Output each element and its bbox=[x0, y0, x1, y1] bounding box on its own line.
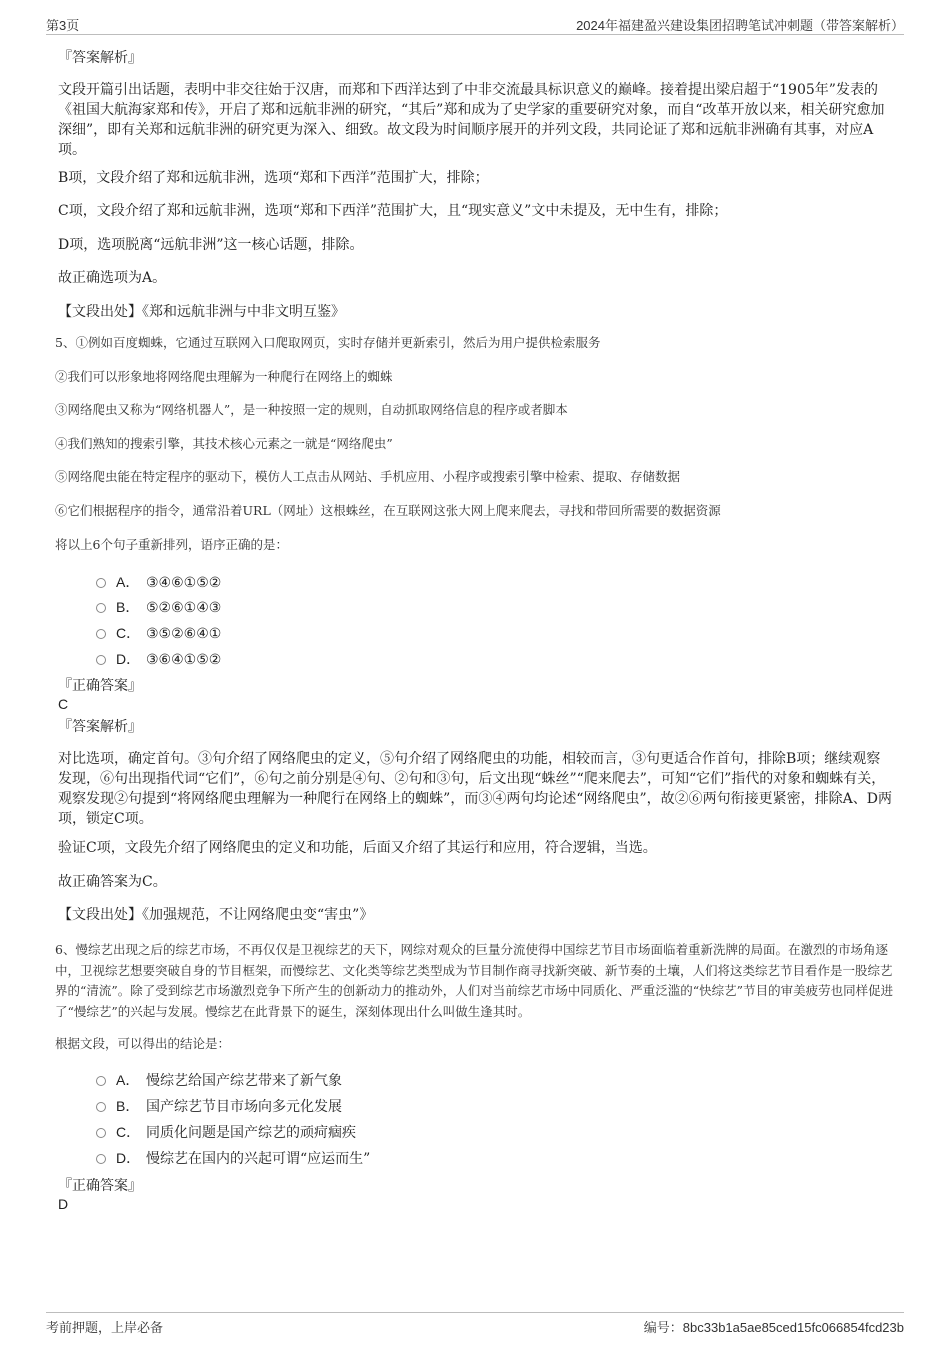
q4-analysis-para-2: B项，文段介绍了郑和远航非洲，选项“郑和下西洋”范围扩大，排除； bbox=[58, 170, 489, 186]
page-number: 第3页 bbox=[46, 18, 80, 33]
q5-sentence-4: ④我们熟知的搜索引擎，其技术核心元素之一就是“网络爬虫” bbox=[55, 436, 393, 451]
q4-analysis-para-4: D项，选项脱离“远航非洲”这一核心话题，排除。 bbox=[58, 237, 364, 253]
q6-option-a[interactable]: A． 慢综艺给国产综艺带来了新气象 bbox=[96, 1071, 342, 1090]
radio-icon[interactable] bbox=[96, 1076, 106, 1086]
q4-source: 【文段出处】《郑和远航非洲与中非文明互鉴》 bbox=[58, 304, 345, 320]
q6-answer-label: 『正确答案』 bbox=[58, 1178, 142, 1194]
page-footer bbox=[46, 1312, 904, 1335]
q5-analysis-label: 『答案解析』 bbox=[58, 719, 142, 735]
radio-icon[interactable] bbox=[96, 655, 106, 665]
q5-conclusion: 故正确答案为C。 bbox=[58, 874, 167, 890]
q5-option-a[interactable]: A． ③④⑥①⑤② bbox=[96, 573, 221, 592]
q4-conclusion: 故正确选项为A。 bbox=[58, 270, 167, 286]
radio-icon[interactable] bbox=[96, 629, 106, 639]
q4-analysis-label: 『答案解析』 bbox=[58, 50, 142, 66]
q6-option-c[interactable]: C． 同质化问题是国产综艺的顽疴痼疾 bbox=[96, 1123, 356, 1142]
document-title: 2024年福建盈兴建设集团招聘笔试冲刺题（带答案解析） bbox=[576, 18, 904, 33]
q5-sentence-3: ③网络爬虫又称为“网络机器人”，是一种按照一定的规则，自动抓取网络信息的程序或者脚本 bbox=[55, 402, 568, 417]
q4-analysis-para-3: C项，文段介绍了郑和远航非洲，选项“郑和下西洋”范围扩大，且“现实意义”文中未提及，无中生有，排除； bbox=[58, 203, 728, 219]
radio-icon[interactable] bbox=[96, 1154, 106, 1164]
q6-prompt: 根据文段，可以得出的结论是： bbox=[55, 1036, 231, 1051]
q5-source: 【文段出处】《加强规范，不让网络爬虫变“害虫”》 bbox=[58, 907, 374, 923]
q5-answer-label: 『正确答案』 bbox=[58, 678, 142, 694]
q5-analysis-para-2: 验证C项，文段先介绍了网络爬虫的定义和功能，后面又介绍了其运行和应用，符合逻辑，当选。 bbox=[58, 840, 657, 856]
q5-sentence-5: ⑤网络爬虫能在特定程序的驱动下，模仿人工点击从网站、手机应用、小程序或搜索引擎中检索、提取、存储数据 bbox=[55, 469, 681, 484]
q6-stem: 6、慢综艺出现之后的综艺市场，不再仅仅是卫视综艺的天下，网综对观众的巨量分流使得中国综艺节目市场面临着重新洗牌的局面。在激烈的市场角逐中，卫视综艺想要突破自身的节目框架，而慢综艺、文化类等综艺类型成为节目制作商寻找新突破、新节奏的土壤，人们将这类综艺节目看作是一股综艺界的“清流”。除了受到综艺市场激烈竞争下所产生的创新动力的推动外，人们对当前综艺市场中同质化、严重泛滥的“快综艺”节目的审美疲劳也同样促进了“慢综艺”的兴起与发展。慢综艺在此背景下的诞生，深刻体现出什么叫做生逢其时。 bbox=[55, 942, 894, 1019]
footer-slogan: 考前押题，上岸必备 bbox=[46, 1320, 164, 1335]
q6-option-b[interactable]: B． 国产综艺节目市场向多元化发展 bbox=[96, 1097, 342, 1116]
radio-icon[interactable] bbox=[96, 603, 106, 613]
radio-icon[interactable] bbox=[96, 1128, 106, 1138]
q5-option-c[interactable]: C． ③⑤②⑥④① bbox=[96, 624, 221, 643]
page-header bbox=[46, 14, 904, 35]
q5-sentence-6: ⑥它们根据程序的指令，通常沿着URL（网址）这根蛛丝，在互联网这张大网上爬来爬去，寻找和带回所需要的数据资源 bbox=[55, 503, 721, 518]
q5-option-b[interactable]: B． ⑤②⑥①④③ bbox=[96, 598, 221, 617]
radio-icon[interactable] bbox=[96, 1102, 106, 1112]
document-serial: 编号：8bc33b1a5ae85ced15fc066854fcd23b bbox=[643, 1320, 904, 1335]
q5-sentence-2: ②我们可以形象地将网络爬虫理解为一种爬行在网络上的蜘蛛 bbox=[55, 369, 393, 384]
q6-option-d[interactable]: D． 慢综艺在国内的兴起可谓“应运而生” bbox=[96, 1149, 370, 1168]
radio-icon[interactable] bbox=[96, 578, 106, 588]
q5-answer: C bbox=[58, 696, 69, 712]
q4-analysis-para-1: 文段开篇引出话题，表明中非交往始于汉唐，而郑和下西洋达到了中非交流最具标识意义的巅峰。接着提出梁启超于“1905年”发表的《祖国大航海家郑和传》，开启了郑和远航非洲的研究，“其后”郑和成为了史学家的重要研究对象，而自“改革开放以来，相关研究愈加深细”，即有关郑和远航非洲的研究更为深入、细致。故文段为时间顺序展开的并列文段，共同论证了郑和远航非洲确有其事，对应A项。 bbox=[58, 82, 885, 158]
q5-sentence-1: 5、①例如百度蜘蛛，它通过互联网入口爬取网页，实时存储并更新索引，然后为用户提供检索服务 bbox=[55, 335, 601, 350]
q5-prompt: 将以上6个句子重新排列，语序正确的是： bbox=[55, 537, 288, 552]
q6-answer: D bbox=[58, 1196, 69, 1212]
q5-analysis-para-1: 对比选项，确定首句。③句介绍了网络爬虫的定义，⑤句介绍了网络爬虫的功能，相较而言，③句更适合作首句，排除B项；继续观察发现，⑥句出现指代词“它们”，⑥句之前分别是④句、②句和③句，后文出现“蛛丝”“爬来爬去”，可知“它们”指代的对象和蜘蛛有关，观察发现②句提到“将网络爬虫理解为一种爬行在网络上的蜘蛛”，而③④两句均论述“网络爬虫”，故②⑥两句衔接更紧密，排除A、D两项，锁定C项。 bbox=[58, 751, 892, 827]
q5-option-d[interactable]: D． ③⑥④①⑤② bbox=[96, 650, 221, 669]
